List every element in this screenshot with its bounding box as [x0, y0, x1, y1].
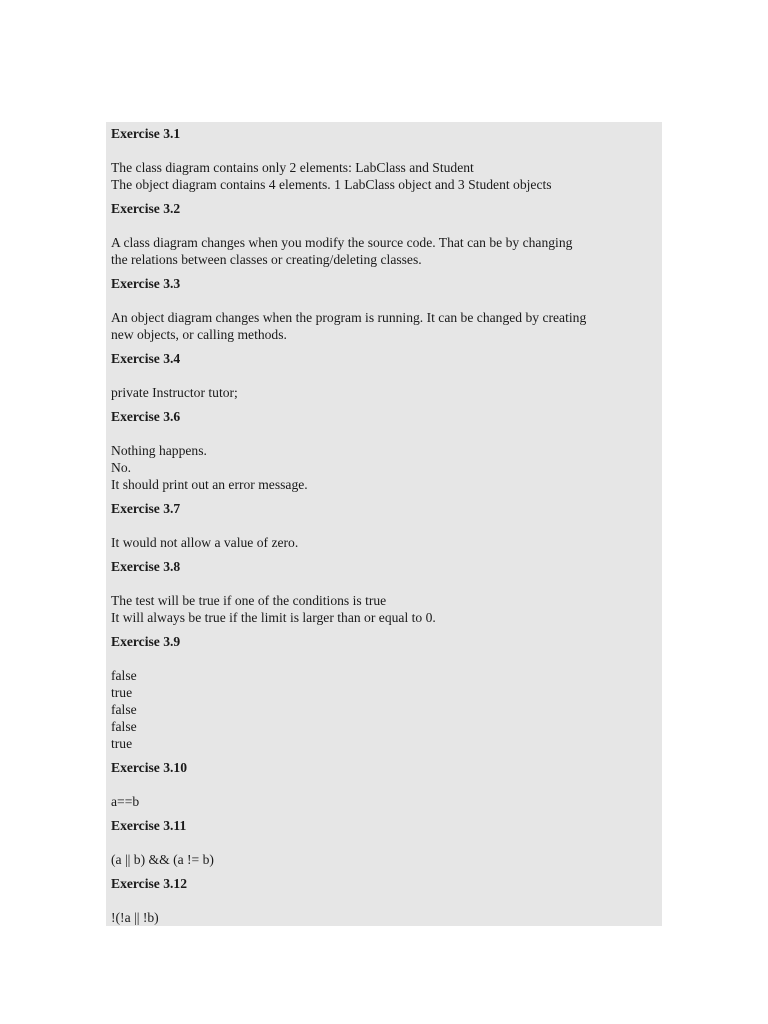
answer-line: false	[111, 668, 137, 683]
exercise-section	[111, 200, 657, 275]
exercise-heading: Exercise 3.2	[111, 201, 181, 216]
answer-line: private Instructor tutor;	[111, 385, 238, 400]
answer-line: Nothing happens.	[111, 443, 207, 458]
exercise-heading: Exercise 3.9	[111, 634, 181, 649]
exercise-section	[111, 817, 657, 875]
exercise-section	[111, 558, 657, 633]
exercise-heading: Exercise 3.4	[111, 351, 181, 366]
answer-line: false	[111, 719, 137, 734]
exercise-section	[111, 500, 657, 558]
answer-line: false	[111, 702, 137, 717]
exercise-heading: Exercise 3.6	[111, 409, 181, 424]
answer-line: A class diagram changes when you modify the source code. That can be by changing	[111, 235, 573, 250]
exercise-section	[111, 408, 657, 500]
answer-line: a==b	[111, 794, 140, 809]
answer-line: (a || b) && (a != b)	[111, 852, 214, 867]
answer-line: the relations between classes or creating/deleting classes.	[111, 252, 422, 267]
exercise-heading: Exercise 3.11	[111, 818, 187, 833]
answer-line: The object diagram contains 4 elements. 1 LabClass object and 3 Student objects	[111, 177, 552, 192]
answer-line: It should print out an error message.	[111, 477, 308, 492]
answer-line: true	[111, 685, 133, 700]
answer-line: It would not allow a value of zero.	[111, 535, 299, 550]
exercise-section	[111, 759, 657, 817]
exercise-heading: Exercise 3.1	[111, 126, 181, 141]
answer-line: true	[111, 736, 133, 751]
answer-line: The class diagram contains only 2 elements: LabClass and Student	[111, 160, 474, 175]
document-panel	[106, 122, 662, 926]
exercise-heading: Exercise 3.8	[111, 559, 181, 574]
answer-line: It will always be true if the limit is larger than or equal to 0.	[111, 610, 436, 625]
exercise-section	[111, 350, 657, 408]
exercise-section	[111, 633, 657, 759]
exercise-heading: Exercise 3.7	[111, 501, 181, 516]
exercise-section	[111, 275, 657, 350]
exercise-heading: Exercise 3.12	[111, 876, 188, 891]
exercise-section	[111, 125, 657, 200]
exercise-heading: Exercise 3.10	[111, 760, 188, 775]
exercise-heading: Exercise 3.3	[111, 276, 181, 291]
answer-line: new objects, or calling methods.	[111, 327, 287, 342]
answer-line: The test will be true if one of the conditions is true	[111, 593, 387, 608]
exercise-section	[111, 875, 657, 926]
answer-line: An object diagram changes when the program is running. It can be changed by creating	[111, 310, 587, 325]
answer-line: !(!a || !b)	[111, 910, 159, 925]
answer-line: No.	[111, 460, 132, 475]
